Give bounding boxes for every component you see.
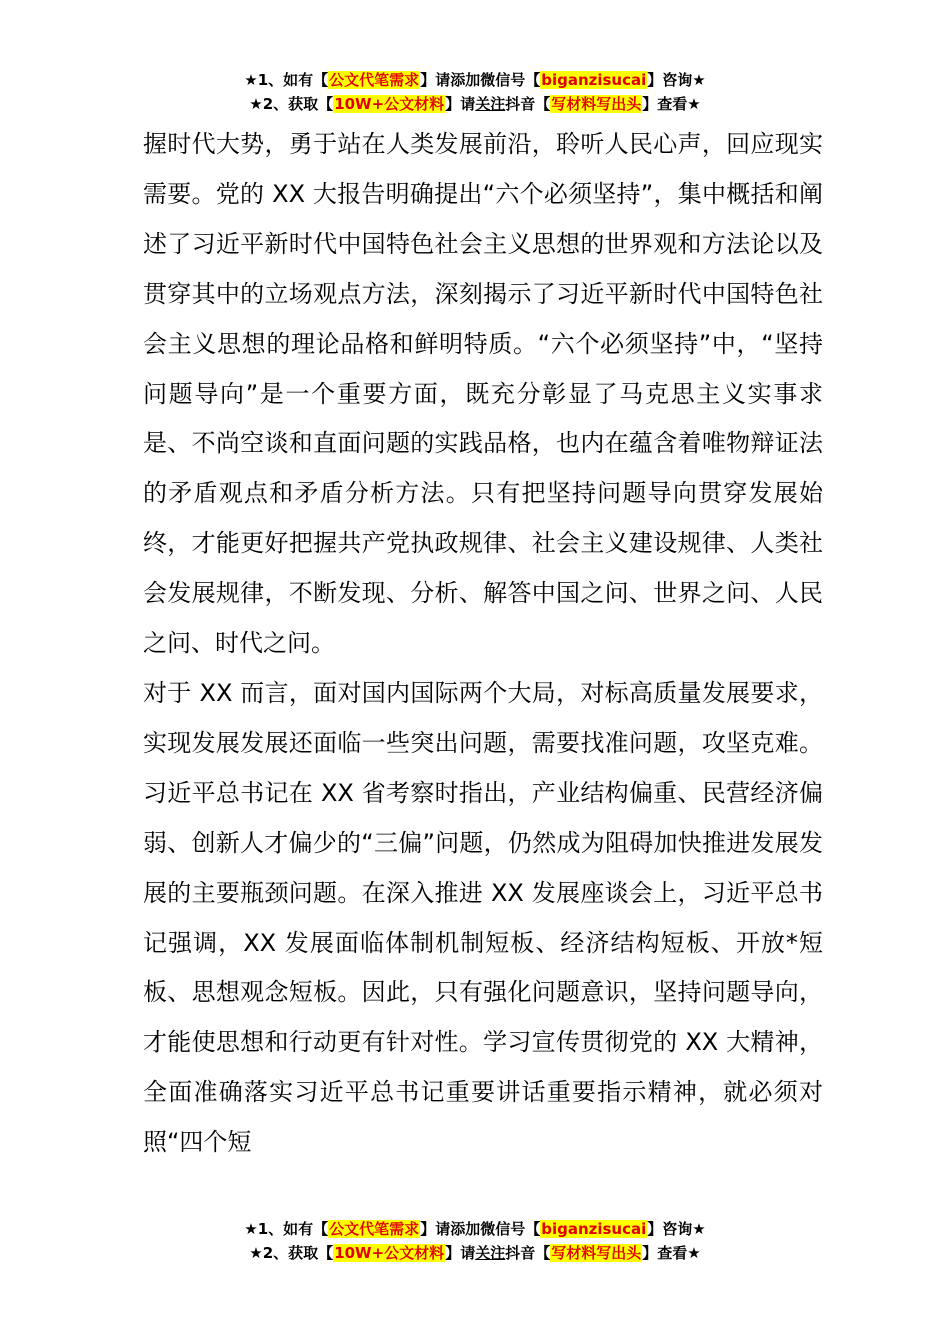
footer-banner bbox=[0, 1217, 950, 1265]
footer-banner-line-1 bbox=[0, 1217, 950, 1241]
banner-text: 】咨询★ bbox=[647, 71, 706, 89]
banner-highlight: 10W+公文材料 bbox=[334, 95, 445, 113]
banner-text: 】请添加微信号【 bbox=[420, 1220, 541, 1238]
banner-text: 】查看★ bbox=[642, 95, 701, 113]
wechat-id-highlight: biganzisucai bbox=[541, 71, 647, 89]
banner-text: 】请 bbox=[445, 1244, 476, 1262]
banner-text: 】咨询★ bbox=[647, 1220, 706, 1238]
banner-highlight: 公文代笔需求 bbox=[329, 1220, 420, 1238]
banner-text: ★2、获取【 bbox=[249, 95, 334, 113]
banner-underlined-text: 关注 bbox=[475, 1244, 506, 1262]
banner-text: 】请 bbox=[445, 95, 476, 113]
body-paragraph: 对于 XX 而言，面对国内国际两个大局，对标高质量发展要求，实现发展发展还面临一些突出问题，需要找准问题，攻坚克难。习近平总书记在 XX 省考察时指出，产业结构偏重、民营经济偏弱、创新人才偏少的“三偏”问题，仍然成为阻碍加快推进发展发展的主要瓶颈问题。在深入推进 XX 发展座谈会上，习近平总书记强调，XX 发展面临体制机制短板、经济结构短板、开放*短板、思想观念短板。因此，只有强化问题意识，坚持问题导向，才能使思想和行动更有针对性。学习宣传贯彻党的 XX 大精神，全面准确落实习近平总书记重要讲话重要指示精神，就必须对照“四个短 bbox=[143, 678, 823, 1157]
document-body bbox=[143, 120, 823, 1168]
douyin-account-highlight: 写材料写出头 bbox=[551, 95, 642, 113]
header-banner bbox=[0, 68, 950, 116]
banner-highlight: 公文代笔需求 bbox=[329, 71, 420, 89]
banner-highlight: 10W+公文材料 bbox=[334, 1244, 445, 1262]
header-banner-line-1 bbox=[0, 68, 950, 92]
wechat-id-highlight: biganzisucai bbox=[541, 1220, 647, 1238]
banner-underlined-text: 关注 bbox=[475, 95, 506, 113]
banner-text: ★2、获取【 bbox=[249, 1244, 334, 1262]
banner-text: ★1、如有【 bbox=[244, 1220, 329, 1238]
banner-text: 抖音【 bbox=[505, 1244, 551, 1262]
body-paragraph: 握时代大势，勇于站在人类发展前沿，聆听人民心声，回应现实需要。党的 XX 大报告明确提出“六个必须坚持”，集中概括和阐述了习近平新时代中国特色社会主义思想的世界观和方法论以及贯穿其中的立场观点方法，深刻揭示了习近平新时代中国特色社会主义思想的理论品格和鲜明特质。“六个必须坚持”中，“坚持问题导向”是一个重要方面，既充分彰显了马克思主义实事求是、不尚空谈和直面问题的实践品格，也内在蕴含着唯物辩证法的矛盾观点和矛盾分析方法。只有把坚持问题导向贯穿发展始终，才能更好把握共产党执政规律、社会主义建设规律、人类社会发展规律，不断发现、分析、解答中国之问、世界之问、人民之问、时代之问。 bbox=[143, 130, 823, 658]
banner-text: 抖音【 bbox=[505, 95, 551, 113]
douyin-account-highlight: 写材料写出头 bbox=[551, 1244, 642, 1262]
banner-text: 】请添加微信号【 bbox=[420, 71, 541, 89]
banner-text: 】查看★ bbox=[642, 1244, 701, 1262]
header-banner-line-2 bbox=[0, 92, 950, 116]
banner-text: ★1、如有【 bbox=[244, 71, 329, 89]
footer-banner-line-2 bbox=[0, 1241, 950, 1265]
